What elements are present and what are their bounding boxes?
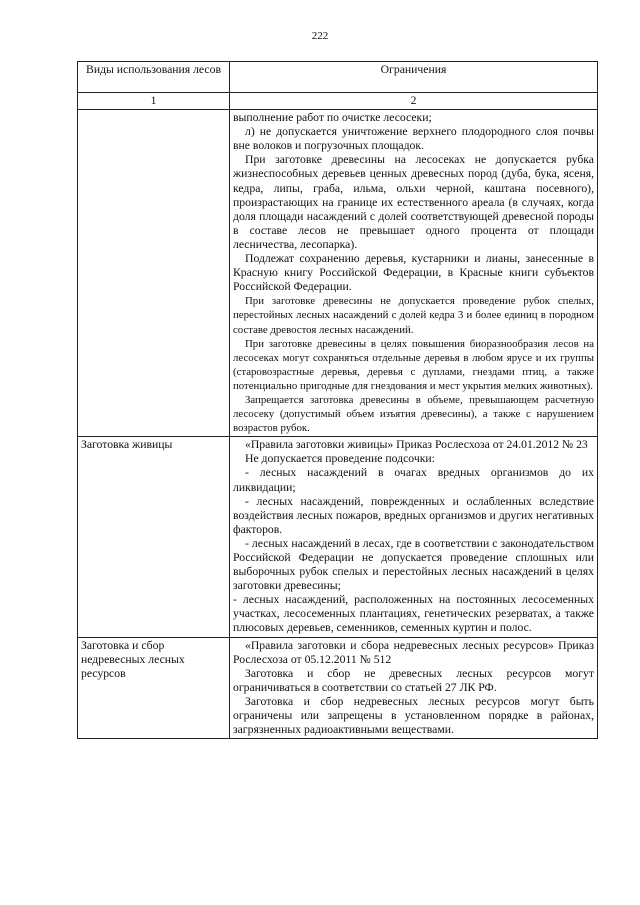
paragraph: - лесных насаждений в лесах, где в соответствии с законодательством Российской Федерации не допускается проведение сплошных или выборочных рубок спелых и перестойных лесных насаждений в целях заготовки древесины; — [233, 536, 594, 593]
restrictions-cell — [230, 437, 598, 637]
header-restrictions: Ограничения — [230, 62, 598, 93]
paragraph: Заготовка и сбор не древесных лесных ресурсов могут ограничиваться в соответствии со статьей 27 ЛК РФ. — [233, 666, 594, 694]
table-header-row — [78, 62, 598, 93]
column-number-2: 2 — [230, 93, 598, 110]
paragraph: При заготовке древесины на лесосеках не допускается рубка жизнеспособных деревьев ценных древесных пород (дуба, бука, ясеня, кедра, липы, граба, ильма, ольхи черной, каштана посевного), произрастающих на границе их естественного ареала (в случаях, когда доля площади насаждений с долей соответствующей древесной породы в составе лесов не превышает одного процента от площади лесничества, лесопарка). — [233, 153, 594, 251]
table-row — [78, 637, 598, 739]
restrictions-cell — [230, 110, 598, 437]
header-forest-use-types: Виды использования лесов — [78, 62, 230, 93]
restrictions-table — [77, 61, 598, 739]
paragraph: Заготовка и сбор недревесных лесных ресурсов могут быть ограничены или запрещены в установленном порядке в районах, загрязненных радиоактивными веществами. — [233, 694, 594, 737]
paragraph: «Правила заготовки и сбора недревесных лесных ресурсов» Приказ Рослесхоза от 05.12.2011 № 512 — [233, 638, 594, 666]
column-number-row — [78, 93, 598, 110]
paragraph: выполнение работ по очистке лесосеки; — [233, 111, 432, 125]
restrictions-cell — [230, 637, 598, 739]
paragraph: «Правила заготовки живицы» Приказ Рослесхоза от 24.01.2012 № 23 — [245, 438, 588, 452]
paragraph: Подлежат сохранению деревья, кустарники и лианы, занесенные в Красную книгу Российской Федерации, в Красные книги субъектов Российской Федерации. — [233, 252, 594, 294]
page-number: 222 — [311, 30, 329, 42]
paragraph: При заготовке древесины в целях повышения биоразнообразия лесов на лесосеках могут сохраняться отдельные деревья в любом ярусе и их группы (старовозрастные деревья, деревья с дуплами, гнездами птиц, а также потенциально пригодные для гнездования и мест укрытия мелких животных). — [233, 337, 594, 392]
paragraph: При заготовке древесины не допускается проведение рубок спелых, перестойных лесных насаждений с долей кедра 3 и более единиц в породном составе древостоя лесных насаждений. — [233, 295, 594, 336]
table-row — [78, 110, 598, 437]
paragraph: - лесных насаждений, расположенных на постоянных лесосеменных участках, лесосеменных плантациях, генетических резерватах, а также плюсовых деревьев, семенников, семенных куртин и полос. — [233, 593, 594, 635]
table-row — [78, 437, 598, 637]
paragraph: Запрещается заготовка древесины в объеме, превышающем расчетную лесосеку (допустимый объем изъятия древесины), а также с нарушением возрастов рубок. — [233, 393, 594, 435]
paragraph: - лесных насаждений в очагах вредных организмов до их ликвидации; — [233, 466, 594, 494]
paragraph: - лесных насаждений, поврежденных и ослабленных вследствие воздействия лесных пожаров, вредных организмов и других негативных факторов. — [233, 494, 594, 536]
paragraph: л) не допускается уничтожение верхнего плодородного слоя почвы вне волоков и погрузочных площадок. — [233, 125, 594, 153]
forest-use-type: Заготовка живицы — [78, 437, 230, 637]
column-number-1: 1 — [78, 93, 230, 110]
forest-use-type — [78, 110, 230, 437]
forest-use-type: Заготовка и сбор недревесных лесных ресурсов — [78, 637, 230, 739]
paragraph: Не допускается проведение подсочки: — [245, 452, 435, 466]
